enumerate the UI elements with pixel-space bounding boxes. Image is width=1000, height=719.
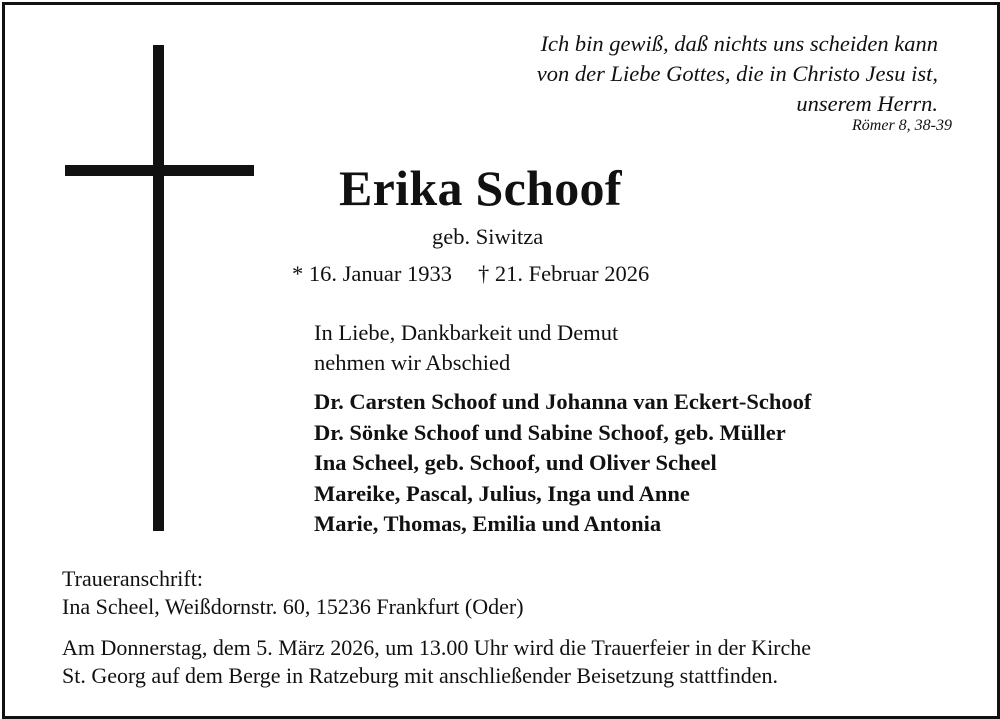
intro-line: In Liebe, Dankbarkeit und Demut <box>314 320 619 345</box>
intro-line: nehmen wir Abschied <box>314 350 511 375</box>
mourner-line: Marie, Thomas, Emilia und Antonia <box>314 511 662 536</box>
maiden-name: geb. Siwitza <box>432 224 544 249</box>
deceased-name: Erika Schoof <box>339 160 622 216</box>
service-line: St. Georg auf dem Berge in Ratzeburg mit anschließender Beisetzung stattfinden. <box>62 663 779 688</box>
verse-reference: Römer 8, 38-39 <box>852 117 952 134</box>
life-dates <box>292 259 649 289</box>
mourner-line: Ina Scheel, geb. Schoof, und Oliver Scheel <box>314 450 717 475</box>
service-line: Am Donnerstag, dem 5. März 2026, um 13.00 Uhr wird die Trauerfeier in der Kirche <box>62 635 812 660</box>
verse-line: Ich bin gewiß, daß nichts uns scheiden kann <box>540 31 938 56</box>
farewell-intro <box>314 318 618 378</box>
mourning-address <box>62 565 524 621</box>
mourners-list <box>314 387 811 540</box>
verse-line: unserem Herrn. <box>796 91 938 116</box>
address-value: Ina Scheel, Weißdornstr. 60, 15236 Frankfurt (Oder) <box>62 594 524 619</box>
cross-horizontal-beam <box>65 165 254 176</box>
address-label: Traueranschrift: <box>62 566 203 591</box>
verse-line: von der Liebe Gottes, die in Christo Jesu ist, <box>536 61 938 86</box>
death-date: † 21. Februar 2026 <box>477 261 650 286</box>
mourner-line: Dr. Sönke Schoof und Sabine Schoof, geb. Müller <box>314 419 786 445</box>
bible-verse <box>537 29 938 119</box>
mourner-line: Mareike, Pascal, Julius, Inga und Anne <box>314 480 690 506</box>
birth-date: * 16. Januar 1933 <box>292 261 452 286</box>
mourner-line: Dr. Carsten Schoof und Johanna van Eckert-Schoof <box>314 389 812 414</box>
cross-vertical-beam <box>153 45 164 531</box>
funeral-service-info <box>62 634 811 690</box>
